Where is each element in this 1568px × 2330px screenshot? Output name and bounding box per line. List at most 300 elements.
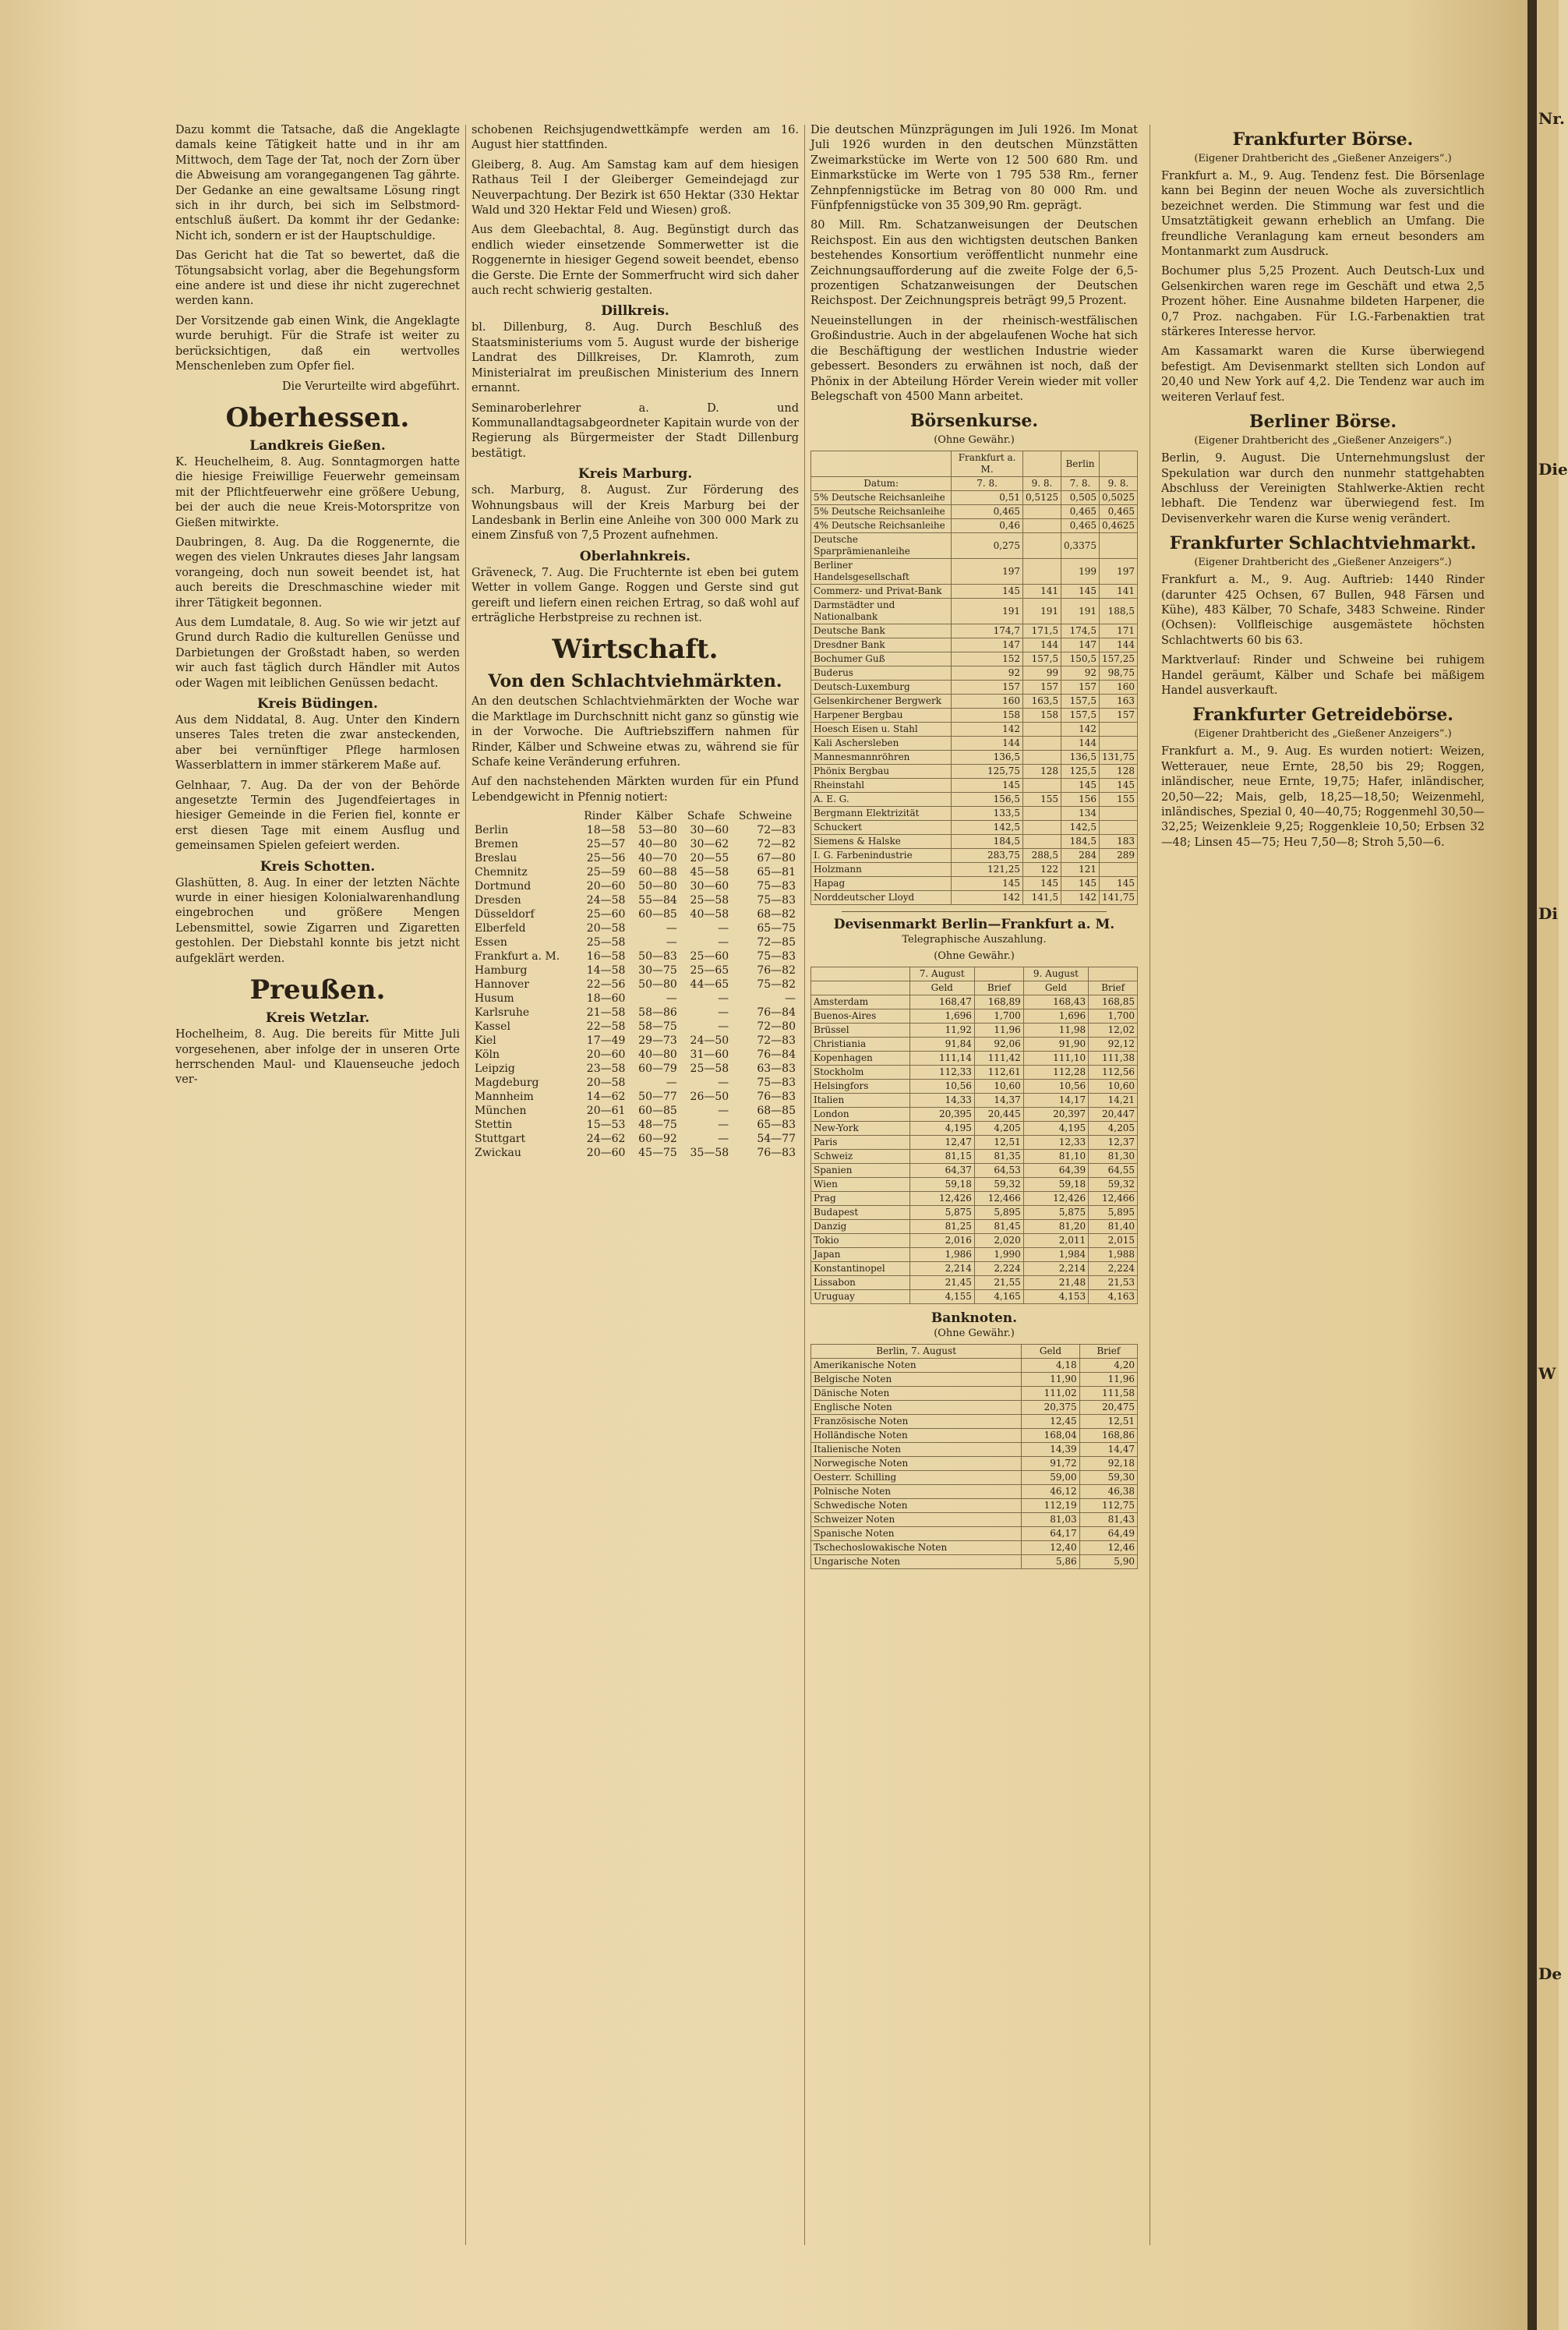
table-cell: Danzig [811, 1220, 910, 1234]
table-cell: Prag [811, 1192, 910, 1206]
table-row [811, 807, 1138, 821]
column-1 [175, 123, 460, 1093]
table-cell: 157,5 [1022, 652, 1061, 666]
table-cell: 92 [1061, 666, 1099, 681]
table-cell: — [718, 1077, 729, 1090]
table-cell: 72—80 [757, 1020, 796, 1034]
table-row [811, 695, 1138, 709]
table-header-cell: 9. 8. [1022, 477, 1061, 491]
article-title-frankfurter-boerse: Frankfurter Börse. [1232, 129, 1414, 150]
table-cell: 0,5125 [1022, 491, 1061, 505]
table-cell: 29—73 [638, 1034, 677, 1048]
table-cell: 25—60 [690, 950, 729, 963]
table-cell: 20,447 [1089, 1108, 1138, 1122]
table-cell: 0,5025 [1099, 491, 1137, 505]
table-cell: 12,33 [1023, 1136, 1088, 1150]
table-cell: 75—83 [757, 1077, 796, 1090]
table-cell: 50—80 [638, 880, 677, 893]
table-cell: 14,37 [974, 1094, 1023, 1108]
table-cell [1099, 723, 1137, 737]
table-cell: 92 [952, 666, 1023, 681]
stock-quotes-table [810, 451, 1138, 905]
table-cell: 76—83 [757, 1147, 796, 1160]
table-cell: 142 [952, 891, 1023, 905]
table-row [471, 865, 799, 879]
table-cell [1099, 737, 1137, 751]
adjacent-page-edge [1537, 0, 1568, 2330]
table-cell: 67—80 [757, 852, 796, 865]
table-cell: 1,986 [909, 1248, 974, 1262]
disclaimer: (Ohne Gewähr.) [934, 434, 1015, 447]
table-cell: 54—77 [757, 1133, 796, 1146]
table-cell: 4,205 [974, 1122, 1023, 1136]
table-cell: 136,5 [952, 751, 1023, 765]
table-cell: 40—80 [638, 838, 677, 851]
table-cell: 157,5 [1061, 695, 1099, 709]
table-header-cell: Datum: [811, 477, 952, 491]
article-paragraph: Neueinstellungen in der rheinisch-westfälischen Großindustrie. Auch in der abgelaufenen Woche hat sich die Beschäftigung der westlichen Industrie wieder gebessert. Besonders zu erwähnen ist noch, daß der Phönix in der Abteilung Hörder Verein wieder mit voller Belegschaft von 4500 Mann arbeitet. [810, 314, 1138, 403]
article-paragraph: sch. Marburg, 8. August. Zur Förderung des Wohnungsbaus will der Kreis Marburg bei der Landesbank in Berlin eine Anleihe von 300 000 Mark zu einem Zinsfuß von 7,5 Prozent aufnehmen. [471, 484, 799, 543]
table-cell: 91,72 [1022, 1457, 1079, 1471]
table-cell [1022, 519, 1061, 533]
table-cell: 20—55 [690, 852, 729, 865]
table-header-cell: Brief [1089, 981, 1138, 995]
table-cell: 21—58 [586, 1006, 626, 1020]
article-title-schlachtviehmarkt: Frankfurter Schlachtviehmarkt. [1169, 533, 1477, 554]
table-cell: 5,895 [1089, 1206, 1138, 1220]
table-row [471, 949, 799, 963]
table-cell: 60—88 [638, 866, 677, 879]
table-cell: 174,5 [1061, 624, 1099, 638]
table-cell: 5% Deutsche Reichsanleihe [811, 491, 952, 505]
table-cell: 35—58 [690, 1147, 729, 1160]
table-cell: 10,56 [909, 1080, 974, 1094]
table-cell: Brüssel [811, 1024, 910, 1038]
table-row [811, 1457, 1138, 1471]
table-row [811, 1555, 1138, 1569]
table-cell: 283,75 [952, 849, 1023, 863]
table-cell: 142 [1061, 891, 1099, 905]
table-cell: 150,5 [1061, 652, 1099, 666]
table-cell: 81,40 [1089, 1220, 1138, 1234]
table-cell: 168,85 [1089, 995, 1138, 1009]
table-cell: 191 [952, 599, 1023, 624]
table-cell: 59,18 [1023, 1178, 1088, 1192]
table-cell: 0,46 [952, 519, 1023, 533]
table-cell: 14,39 [1022, 1443, 1079, 1457]
subheading-kreis-schotten: Kreis Schotten. [260, 858, 376, 875]
table-cell: 147 [952, 638, 1023, 652]
table-cell: 24—62 [586, 1133, 626, 1146]
table-cell: Kassel [475, 1020, 510, 1034]
table-row [471, 837, 799, 851]
table-cell: 21,48 [1023, 1276, 1088, 1290]
table-cell: 26—50 [690, 1091, 729, 1104]
table-cell: Husum [475, 992, 514, 1006]
table-cell: 25—58 [690, 894, 729, 907]
table-header-cell [471, 810, 577, 823]
table-cell: Norddeutscher Lloyd [811, 891, 952, 905]
table-cell: 0,3375 [1061, 533, 1099, 559]
article-paragraph: Seminaroberlehrer a. D. und Kommunallandtagsabgeordneter Kapitain wurde von der Regierung als Bürgermeister der Stadt Dillenburg bestätigt. [471, 401, 799, 460]
table-cell: 20—60 [586, 880, 626, 893]
table-cell: 12,46 [1079, 1541, 1137, 1555]
table-cell: 21,53 [1089, 1276, 1138, 1290]
table-cell: 58—75 [638, 1020, 677, 1034]
table-cell: 284 [1061, 849, 1099, 863]
table-row [811, 1499, 1138, 1513]
table-cell: 81,35 [974, 1150, 1023, 1164]
table-cell: 64,17 [1022, 1527, 1079, 1541]
table-cell: 20—61 [586, 1105, 626, 1118]
table-cell: — [718, 1119, 729, 1132]
article-paragraph: schobenen Reichsjugendwettkämpfe werden am 16. August hier stattfinden. [471, 124, 799, 152]
table-cell: 136,5 [1061, 751, 1099, 765]
table-cell: 134 [1061, 807, 1099, 821]
devisen-subtitle: Telegraphische Auszahlung. [902, 934, 1047, 946]
table-header-cell: Brief [974, 981, 1023, 995]
table-cell: Siemens & Halske [811, 835, 952, 849]
article-paragraph: Glashütten, 8. Aug. In einer der letzten Nächte wurde in einer hiesigen Kolonialwarenhandlung eingebrochen und größere Mengen Lebensmittel, sowie Zigarren und Zigaretten gestohlen. Der Diebstahl konnte bis jetzt nicht aufgeklärt werden. [175, 876, 460, 965]
table-cell: 141,75 [1099, 891, 1137, 905]
table-cell: 147 [1061, 638, 1099, 652]
table-cell [1022, 533, 1061, 559]
table-cell: Spanische Noten [811, 1527, 1022, 1541]
table-cell: 10,60 [974, 1080, 1023, 1094]
table-cell: Hamburg [475, 964, 528, 978]
table-cell: Elberfeld [475, 922, 526, 935]
table-cell: 145 [1099, 779, 1137, 793]
banknoten-title: Banknoten. [931, 1310, 1018, 1327]
table-cell: 75—82 [757, 978, 796, 992]
table-cell: — [666, 936, 677, 949]
table-cell: Zwickau [475, 1147, 521, 1160]
table-cell: 30—60 [690, 880, 729, 893]
table-cell: — [718, 1105, 729, 1118]
table-cell: 12,02 [1089, 1024, 1138, 1038]
table-row [811, 891, 1138, 905]
table-cell: 72—83 [757, 1034, 796, 1048]
table-cell: 65—75 [757, 922, 796, 935]
table-cell: 174,7 [952, 624, 1023, 638]
table-cell: 46,12 [1022, 1485, 1079, 1499]
table-cell: 46,38 [1079, 1485, 1137, 1499]
table-cell: 112,56 [1089, 1066, 1138, 1080]
table-cell: 0,51 [952, 491, 1023, 505]
table-header-cell [811, 967, 910, 981]
table-cell: London [811, 1108, 910, 1122]
table-cell: 0,465 [952, 505, 1023, 519]
table-cell: 144 [1061, 737, 1099, 751]
table-row [471, 851, 799, 865]
table-cell: 4,195 [1023, 1122, 1088, 1136]
article-paragraph: Die Verurteilte wird abgeführt. [281, 380, 460, 393]
table-cell: Schweiz [811, 1150, 910, 1164]
table-row [811, 1150, 1138, 1164]
table-header-cell: Kälber [635, 810, 673, 823]
table-cell [1022, 779, 1061, 793]
table-header-cell: 7. August [909, 967, 974, 981]
edge-fragment: W [1538, 1364, 1556, 1383]
table-cell: 72—83 [757, 824, 796, 837]
table-cell: 16—58 [586, 950, 626, 963]
table-cell: Hoesch Eisen u. Stahl [811, 723, 952, 737]
table-cell: Harpener Bergbau [811, 709, 952, 723]
column-3 [810, 123, 1138, 1575]
table-row [811, 1262, 1138, 1276]
table-cell: — [718, 1020, 729, 1034]
table-cell: 1,990 [974, 1248, 1023, 1262]
article-paragraph: Dazu kommt die Tatsache, daß die Angeklagte damals keine Tätigkeit hatte und in ihr am Mittwoch, dem Tage der Tat, noch der Zorn über die Abweisung am vorangegangenen Tag gährte. Der Gedanke an eine gewaltsame Lösung ringt sich in ihr durch, bei sich im Selbstmord-entschluß äußert. Da kommt ihr der Gedanke: Nicht ich, sondern er ist der Hauptschuldige. [175, 124, 460, 242]
table-cell: Stuttgart [475, 1133, 526, 1146]
table-cell [1099, 821, 1137, 835]
article-paragraph: Gelnhaar, 7. Aug. Da der von der Behörde angesetzte Termin des Jugendfeiertages in hiesiger Gemeinde in die Ferien fiel, konnte er erst diesen Tage mit einem Ausflug und gemeinsamen Spielen gefeiert werden. [175, 779, 460, 853]
table-header-cell: Frankfurt a. M. [952, 451, 1023, 477]
table-header-cell [974, 967, 1023, 981]
table-cell: 2,011 [1023, 1234, 1088, 1248]
table-row [811, 1220, 1138, 1234]
table-cell: Konstantinopel [811, 1262, 910, 1276]
table-cell: 111,02 [1022, 1387, 1079, 1401]
article-paragraph: Frankfurt a. M., 9. Aug. Auftrieb: 1440 Rinder (darunter 425 Ochsen, 67 Bullen, 948 Färsen und Kühe), 483 Kälber, 70 Schafe, 3483 Schweine. Rinder (Ochsen): Vollfleischige ausgemästete höchsten Schlachtwerts 60 bis 63. [1161, 574, 1485, 647]
table-cell: 168,04 [1022, 1429, 1079, 1443]
disclaimer: (Ohne Gewähr.) [934, 950, 1015, 963]
table-cell: 12,37 [1089, 1136, 1138, 1150]
table-cell: 156,5 [952, 793, 1023, 807]
table-cell: 2,020 [974, 1234, 1023, 1248]
table-cell [1022, 751, 1061, 765]
table-cell: 81,20 [1023, 1220, 1088, 1234]
table-cell: 112,61 [974, 1066, 1023, 1080]
table-cell: 65—83 [757, 1119, 796, 1132]
table-cell: 157 [1061, 681, 1099, 695]
table-cell: 160 [952, 695, 1023, 709]
page-gutter [1527, 0, 1537, 2330]
table-cell: 5,90 [1079, 1555, 1137, 1569]
table-cell: 141 [1099, 585, 1137, 599]
table-cell: 155 [1099, 793, 1137, 807]
table-row [811, 849, 1138, 863]
table-cell: 111,38 [1089, 1052, 1138, 1066]
table-cell: 142,5 [952, 821, 1023, 835]
table-cell: 59,30 [1079, 1471, 1137, 1485]
table-cell: Französische Noten [811, 1415, 1022, 1429]
table-cell: Magdeburg [475, 1077, 539, 1090]
disclaimer: (Ohne Gewähr.) [934, 1328, 1015, 1340]
table-cell: Mannesmannröhren [811, 751, 952, 765]
table-cell: Amerikanische Noten [811, 1359, 1022, 1373]
table-cell: I. G. Farbenindustrie [811, 849, 952, 863]
table-row [811, 519, 1138, 533]
table-row [471, 1006, 799, 1020]
table-cell: Berliner Handelsgesellschaft [811, 559, 952, 585]
table-cell: 17—49 [586, 1034, 626, 1048]
table-cell: 125,75 [952, 765, 1023, 779]
article-paragraph: Bochumer plus 5,25 Prozent. Auch Deutsch-Lux und Gelsenkirchen waren rege im Geschäft und etwa 2,5 Prozent höher. Eine Ausnahme bildeten Harpener, die 0,7 Proz. nachgaben. Für I.G.-Farbenaktien trat stärkeres Interesse hervor. [1161, 265, 1485, 339]
table-row [811, 863, 1138, 877]
table-row [811, 1234, 1138, 1248]
table-row [811, 1178, 1138, 1192]
table-cell: 76—84 [757, 1006, 796, 1020]
table-cell: 64,55 [1089, 1164, 1138, 1178]
table-cell: Dresden [475, 894, 521, 907]
table-cell: Oesterr. Schilling [811, 1471, 1022, 1485]
table-row [471, 1104, 799, 1118]
table-header-cell: 9. August [1023, 967, 1088, 981]
table-cell: 144 [1022, 638, 1061, 652]
table-cell: 142 [1061, 723, 1099, 737]
table-cell: 1,988 [1089, 1248, 1138, 1262]
table-cell: 22—58 [586, 1020, 626, 1034]
table-cell: Gelsenkirchener Bergwerk [811, 695, 952, 709]
table-cell: Norwegische Noten [811, 1457, 1022, 1471]
table-cell: 112,33 [909, 1066, 974, 1080]
article-source: (Eigener Drahtbericht des „Gießener Anzeigers“.) [1194, 153, 1452, 164]
table-header-cell: Schweine [738, 810, 793, 823]
edge-fragment: Di [1538, 904, 1558, 923]
table-cell: 191 [1022, 599, 1061, 624]
table-cell: 63—83 [757, 1062, 796, 1076]
table-cell: 1,700 [1089, 1009, 1138, 1024]
table-cell: 81,30 [1089, 1150, 1138, 1164]
table-cell: 12,40 [1022, 1541, 1079, 1555]
table-cell: 144 [1099, 638, 1137, 652]
table-cell [1022, 559, 1061, 585]
article-paragraph: Gleiberg, 8. Aug. Am Samstag kam auf dem hiesigen Rathaus Teil I der Gleiberger Gemeindejagd zur Neuverpachtung. Der Bezirk ist 650 Hektar (330 Hektar Wald und 320 Hektar Feld und Wiesen) groß. [471, 158, 799, 217]
table-cell: 14,21 [1089, 1094, 1138, 1108]
table-cell: 4,155 [909, 1290, 974, 1304]
table-row [471, 907, 799, 921]
table-cell: 171 [1099, 624, 1137, 638]
table-cell: 112,75 [1079, 1499, 1137, 1513]
article-paragraph: Marktverlauf: Rinder und Schweine bei ruhigem Handel geräumt, Kälber und Schafe bei mäßigem Handel ausverkauft. [1161, 654, 1485, 697]
table-cell: 197 [952, 559, 1023, 585]
table-cell: 50—77 [638, 1091, 677, 1104]
table-cell: Schwedische Noten [811, 1499, 1022, 1513]
table-cell: — [785, 992, 796, 1006]
table-cell: Tschechoslowakische Noten [811, 1541, 1022, 1555]
table-cell: Paris [811, 1136, 910, 1150]
table-cell: 142,5 [1061, 821, 1099, 835]
table-cell: 156 [1061, 793, 1099, 807]
table-cell: Christiania [811, 1038, 910, 1052]
table-cell: 0,4625 [1099, 519, 1137, 533]
table-cell: 157,25 [1099, 652, 1137, 666]
table-row [471, 1034, 799, 1048]
table-row [811, 1038, 1138, 1052]
table-row [811, 491, 1138, 505]
table-cell: Helsingfors [811, 1080, 910, 1094]
table-header-cell: Brief [1079, 1345, 1137, 1359]
table-cell: 59,32 [1089, 1178, 1138, 1192]
table-cell: 20—58 [586, 922, 626, 935]
table-cell: Japan [811, 1248, 910, 1262]
banknotes-table [810, 1344, 1138, 1569]
table-cell: 21,45 [909, 1276, 974, 1290]
table-row [471, 1062, 799, 1076]
table-cell: 64,37 [909, 1164, 974, 1178]
table-header-cell: Geld [1023, 981, 1088, 995]
table-cell: 121,25 [952, 863, 1023, 877]
table-header-cell [811, 981, 910, 995]
table-row [471, 1146, 799, 1160]
table-row [811, 765, 1138, 779]
table-cell: Dortmund [475, 880, 531, 893]
table-cell: 0,465 [1061, 505, 1099, 519]
table-cell: 68—82 [757, 908, 796, 921]
table-cell: 25—57 [586, 838, 626, 851]
table-cell: 11,96 [1079, 1373, 1137, 1387]
table-row [811, 1009, 1138, 1024]
table-cell: 158 [952, 709, 1023, 723]
table-cell: Holländische Noten [811, 1429, 1022, 1443]
table-cell: Bochumer Guß [811, 652, 952, 666]
table-cell: 133,5 [952, 807, 1023, 821]
table-row [811, 1206, 1138, 1220]
table-cell: 12,466 [974, 1192, 1023, 1206]
table-header-cell: Geld [909, 981, 974, 995]
table-cell: 4,195 [909, 1122, 974, 1136]
article-paragraph: Auf den nachstehenden Märkten wurden für ein Pfund Lebendgewicht in Pfennig notiert: [471, 776, 799, 804]
table-cell: 188,5 [1099, 599, 1137, 624]
table-cell: 98,75 [1099, 666, 1137, 681]
table-row [811, 585, 1138, 599]
table-cell: 2,214 [909, 1262, 974, 1276]
table-cell: 5% Deutsche Reichsanleihe [811, 505, 952, 519]
table-cell: 64,49 [1079, 1527, 1137, 1541]
table-cell: 20,375 [1022, 1401, 1079, 1415]
table-cell: 5,875 [909, 1206, 974, 1220]
table-cell: 11,92 [909, 1024, 974, 1038]
table-cell: Buenos-Aires [811, 1009, 910, 1024]
table-cell: 30—60 [690, 824, 729, 837]
table-cell: 14—58 [586, 964, 626, 978]
table-cell: 48—75 [638, 1119, 677, 1132]
article-paragraph: K. Heuchelheim, 8. Aug. Sonntagmorgen hatte die hiesige Freiwillige Feuerwehr gemeinsam mit der Pflichtfeuerwehr eine größere Uebung, bei der auch die neue Kreis-Motorspritze von Gießen mitwirkte. [175, 455, 460, 529]
table-cell: 145 [1022, 877, 1061, 891]
table-cell: — [718, 936, 729, 949]
table-row [811, 681, 1138, 695]
article-title-berliner-boerse: Berliner Börse. [1248, 412, 1397, 433]
subheading-oberlahnkreis: Oberlahnkreis. [579, 548, 691, 564]
table-header-cell: Berlin, 7. August [811, 1345, 1022, 1359]
table-cell [1099, 863, 1137, 877]
table-cell: Italien [811, 1094, 910, 1108]
table-cell: 168,47 [909, 995, 974, 1009]
section-heading-wirtschaft: Wirtschaft. [552, 634, 719, 666]
table-cell: 111,14 [909, 1052, 974, 1066]
table-cell: 163 [1099, 695, 1137, 709]
table-cell: Budapest [811, 1206, 910, 1220]
subheading-kreis-buedingen: Kreis Büdingen. [257, 696, 378, 712]
table-header-cell: Schafe [687, 810, 726, 823]
table-cell: Düsseldorf [475, 908, 535, 921]
table-cell: 184,5 [952, 835, 1023, 849]
table-cell: Dänische Noten [811, 1387, 1022, 1401]
table-cell: 45—75 [638, 1147, 677, 1160]
table-cell: 145 [952, 877, 1023, 891]
table-cell: 1,696 [909, 1009, 974, 1024]
table-cell: 14—62 [586, 1091, 626, 1104]
section-heading-oberhessen: Oberhessen. [225, 401, 410, 433]
table-cell: 75—83 [757, 950, 796, 963]
table-cell: 4,163 [1089, 1290, 1138, 1304]
table-cell: 81,45 [974, 1220, 1023, 1234]
table-cell: Dresdner Bank [811, 638, 952, 652]
table-cell: 4,153 [1023, 1290, 1088, 1304]
table-row [471, 823, 799, 837]
table-row [811, 1248, 1138, 1262]
